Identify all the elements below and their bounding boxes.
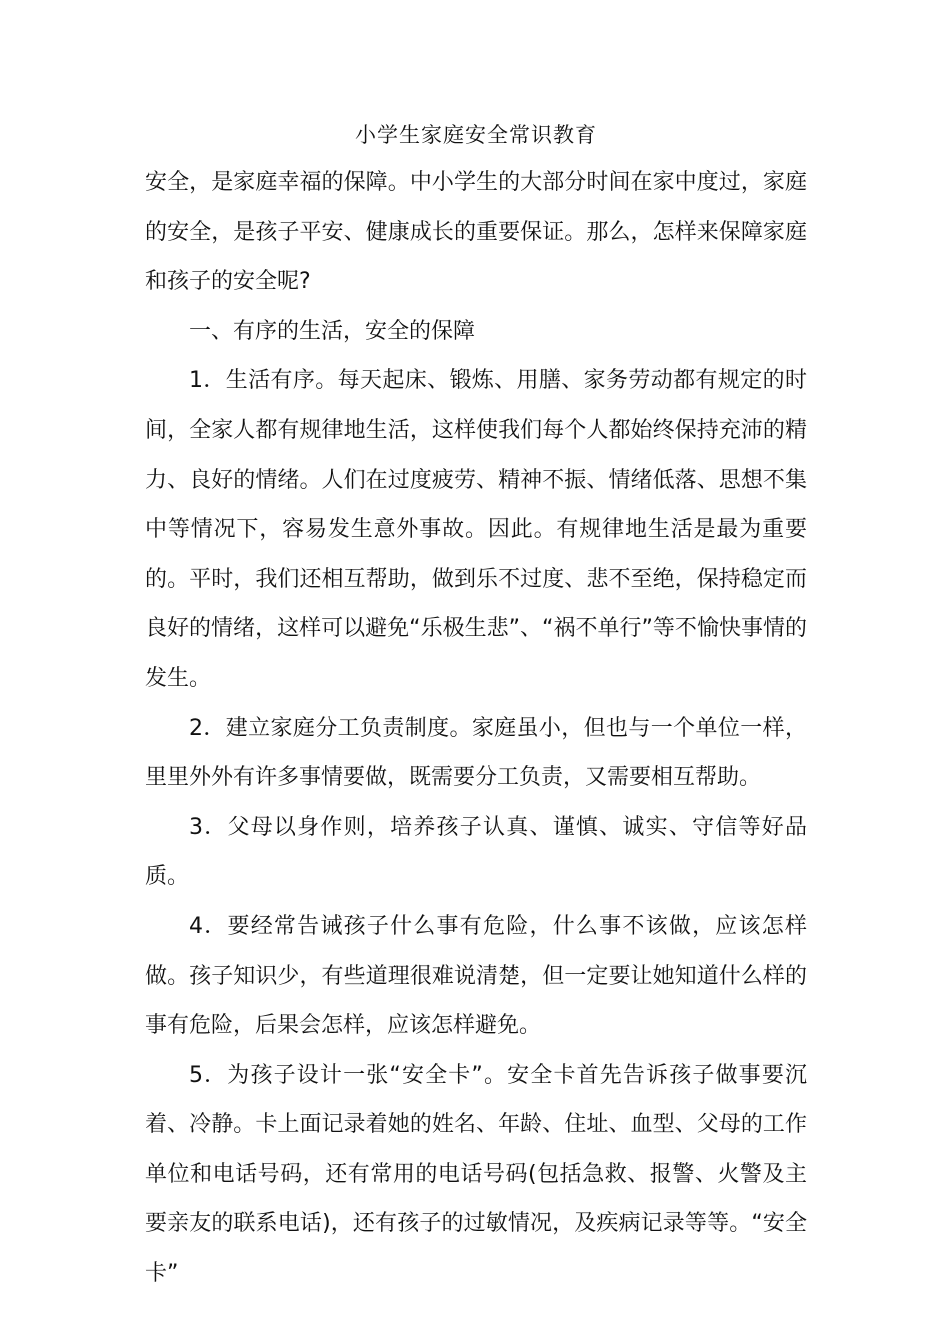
document-title: 小学生家庭安全常识教育 [355, 123, 597, 147]
paragraph-item-5: 5．为孩子设计一张“安全卡”。安全卡首先告诉孩子做事要沉着、冷静。卡上面记录着她的姓名、年龄、住址、血型、父母的工作单位和电话号码，还有常用的电话号码(包括急救、报警、火警及主要亲友的联系电话)，还有孩子的过敏情况，及疾病记录等等。“安全卡” [145, 1062, 807, 1287]
paragraph-item-2: 2．建立家庭分工负责制度。家庭虽小，但也与一个单位一样，里里外外有许多事情要做，既需要分工负责，又需要相互帮助。 [145, 715, 807, 791]
section-heading-1: 一、有序的生活，安全的保障 [189, 318, 476, 344]
intro-paragraph: 安全，是家庭幸福的保障。中小学生的大部分时间在家中度过，家庭的安全，是孩子平安、健康成长的重要保证。那么，怎样来保障家庭和孩子的安全呢? [145, 170, 807, 295]
paragraph-item-3: 3．父母以身作则，培养孩子认真、谨慎、诚实、守信等好品质。 [145, 814, 807, 890]
paragraph-item-1: 1．生活有序。每天起床、锻炼、用膳、家务劳动都有规定的时间，全家人都有规律地生活，这样使我们每个人都始终保持充沛的精力、良好的情绪。人们在过度疲劳、精神不振、情绪低落、思想不集中等情况下，容易发生意外事故。因此。有规律地生活是最为重要的。平时，我们还相互帮助，做到乐不过度、悲不至绝，保持稳定而良好的情绪，这样可以避免“乐极生悲”、“祸不单行”等不愉快事情的发生。 [145, 368, 807, 691]
document-page [145, 118, 807, 1299]
paragraph-item-4: 4．要经常告诫孩子什么事有危险，什么事不该做，应该怎样做。孩子知识少，有些道理很难说清楚，但一定要让她知道什么样的事有危险，后果会怎样，应该怎样避免。 [145, 913, 807, 1039]
